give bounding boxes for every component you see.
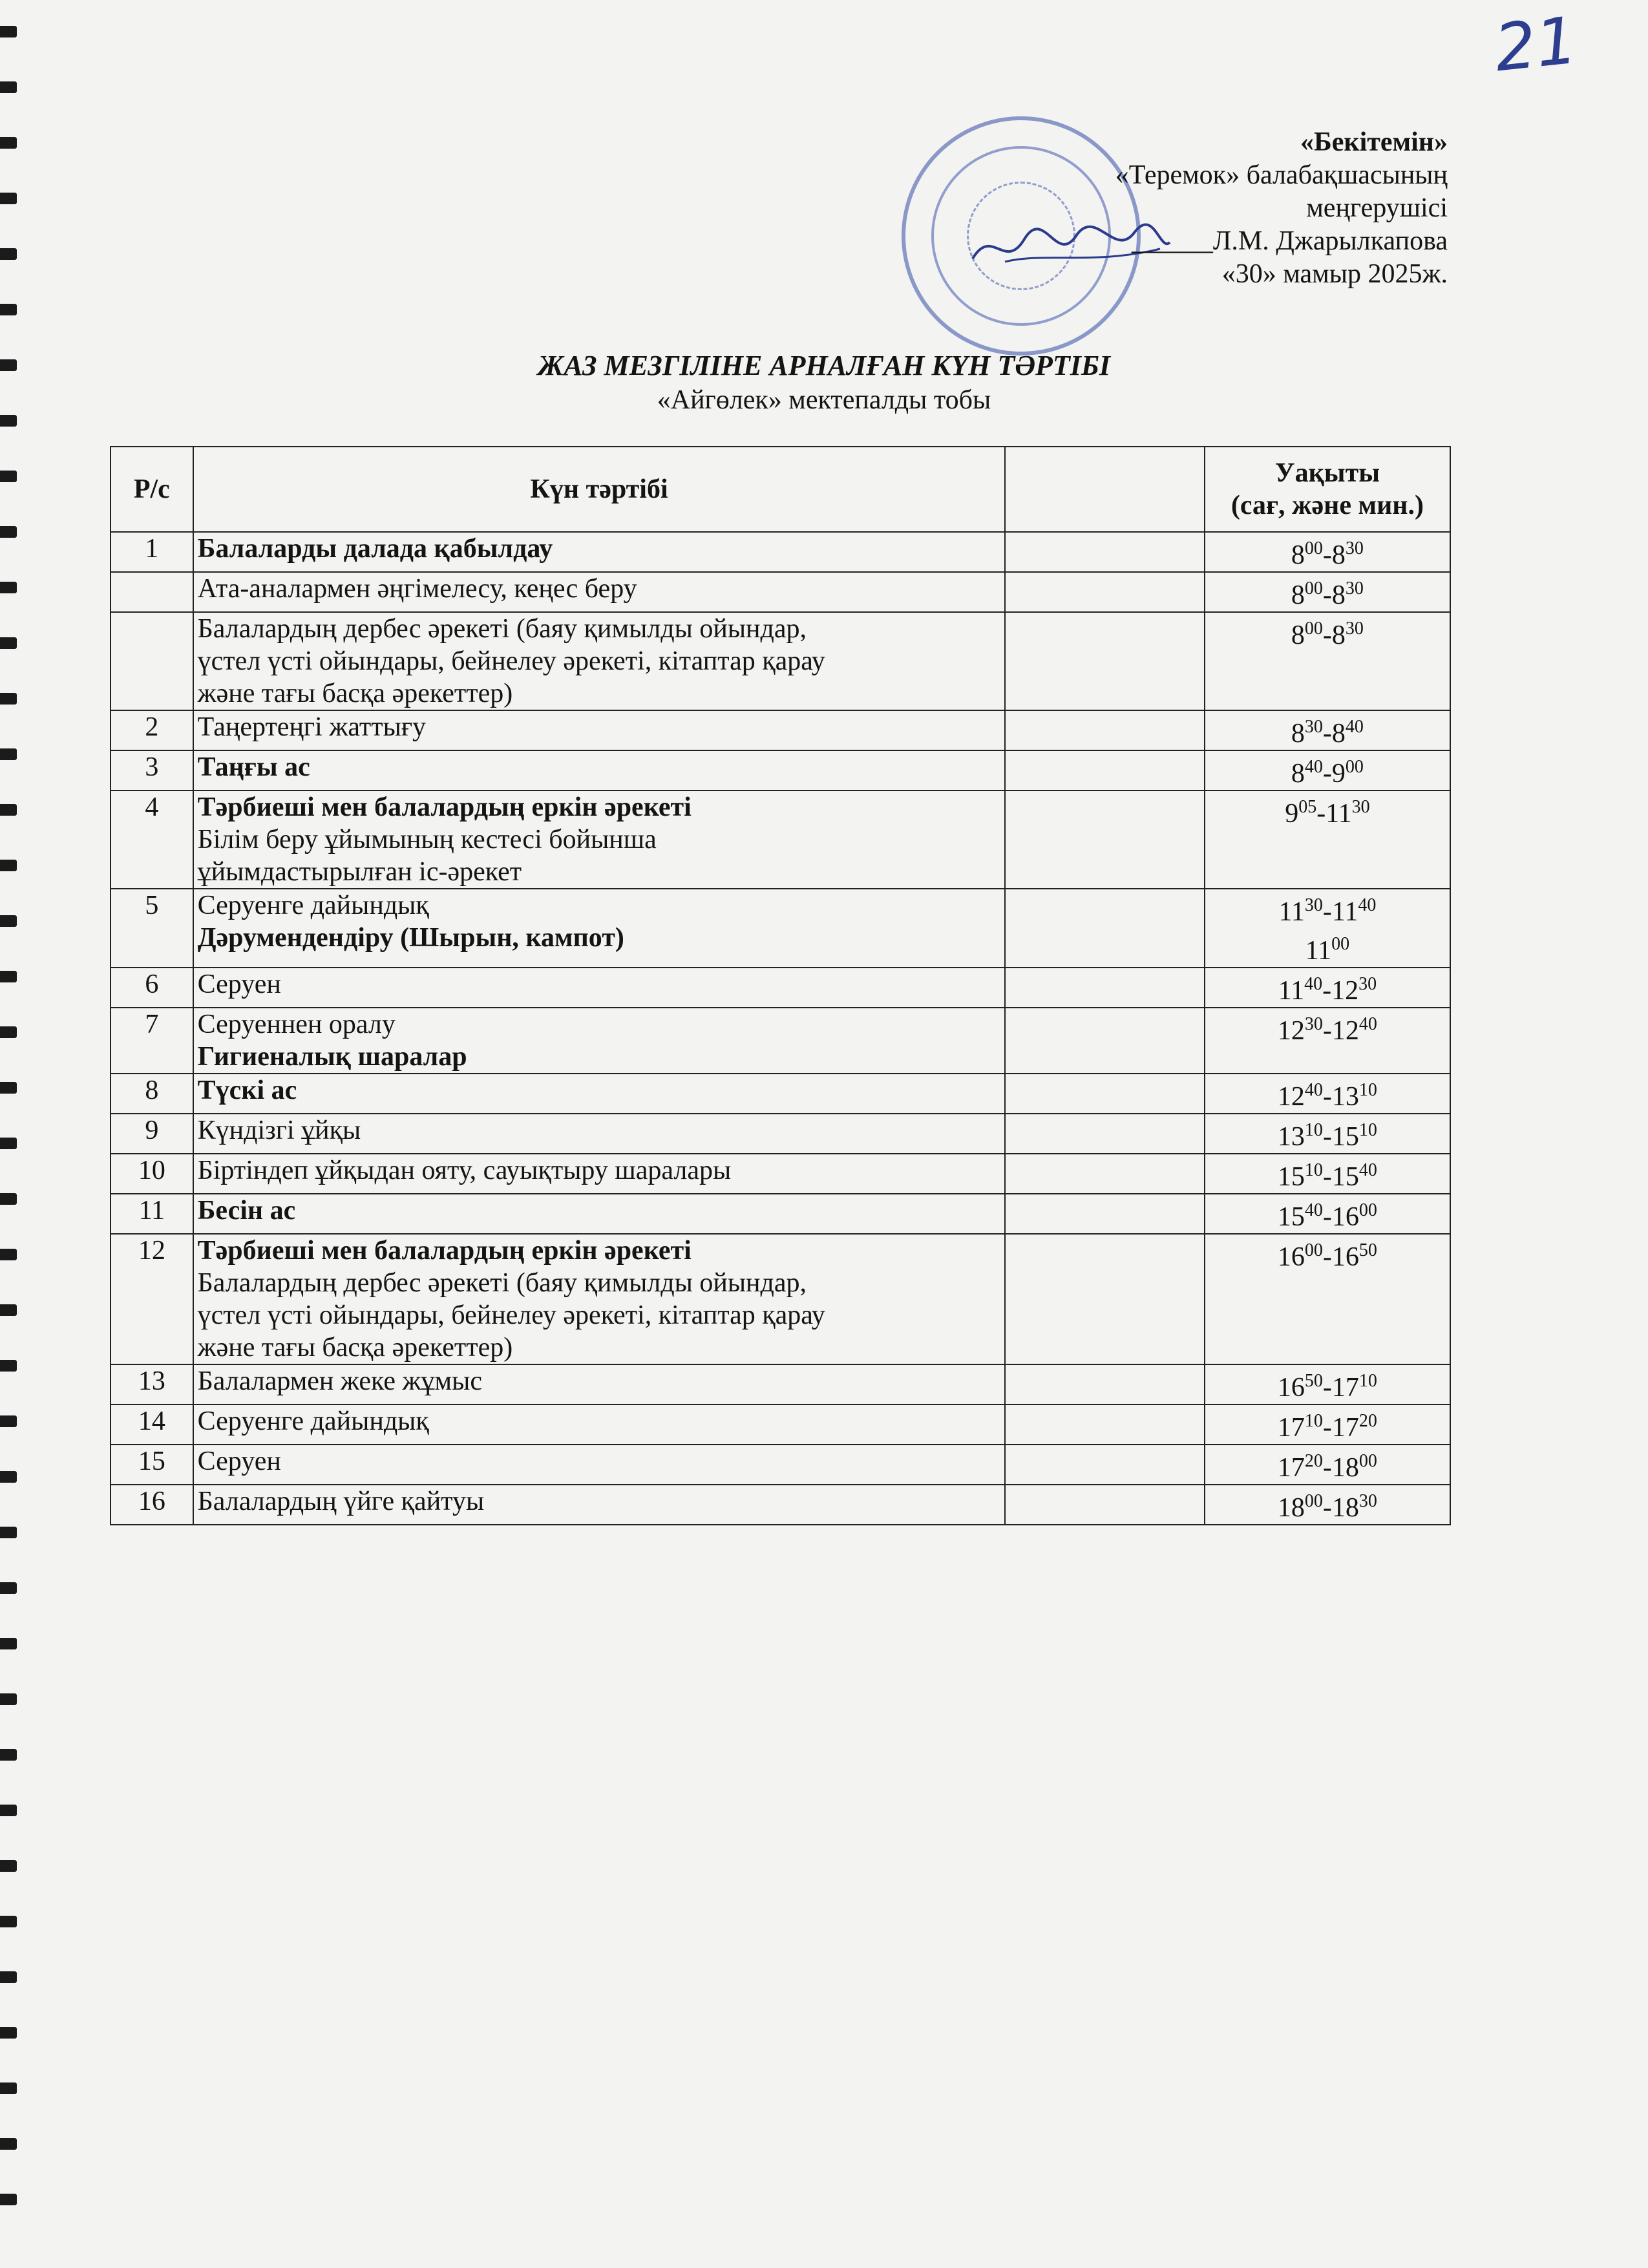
binding-hole: [0, 1860, 17, 1872]
time-value: $8^{40}-9^{00}$: [1291, 757, 1364, 789]
binding-hole: [0, 1582, 17, 1594]
binding-hole: [0, 304, 17, 315]
activity-text: үстел үсті ойындары, бейнелеу әрекеті, кітаптар қарау: [197, 646, 825, 676]
time-cell: [1205, 1008, 1450, 1074]
time-value: $12^{30}-12^{40}$: [1277, 1014, 1377, 1046]
binding-hole: [0, 2194, 17, 2205]
activity-text: Күндізгі ұйқы: [197, 1116, 361, 1145]
row-number: [111, 572, 193, 612]
binding-hole: [0, 693, 17, 705]
table-row: [111, 968, 1450, 1008]
approval-signatory: ______Л.М. Джарылкапова: [1131, 226, 1448, 256]
binding-hole: [0, 1971, 17, 1983]
time-cell: [1205, 1234, 1450, 1364]
schedule-table: [110, 446, 1451, 1525]
activity-text: Түскі ас: [197, 1076, 297, 1105]
row-number: 4: [111, 790, 193, 889]
activity-text: Тәрбиеші мен балалардың еркін әрекеті: [197, 1236, 692, 1266]
time-value: $11^{30}-11^{40}$: [1278, 895, 1377, 927]
empty-cell: [1005, 1485, 1204, 1525]
approval-date: «30» мамыр 2025ж.: [1221, 259, 1448, 289]
activity-cell: [193, 1445, 1006, 1485]
time-cell: [1205, 1074, 1450, 1114]
binding-hole: [0, 582, 17, 593]
approval-heading: «Бекітемін»: [1300, 127, 1448, 157]
time-value: $18^{00}-18^{30}$: [1277, 1491, 1377, 1523]
time-value: $17^{20}-18^{00}$: [1277, 1451, 1377, 1483]
activity-cell: [193, 889, 1006, 968]
time-cell: [1205, 1404, 1450, 1445]
time-value: $11^{00}$: [1305, 934, 1350, 966]
activity-text: үстел үсті ойындары, бейнелеу әрекеті, кітаптар қарау: [197, 1300, 825, 1330]
time-cell: [1205, 889, 1450, 968]
binding-hole: [0, 248, 17, 260]
time-value: $15^{40}-16^{00}$: [1277, 1200, 1377, 1232]
handwritten-page-number: 21: [1490, 2, 1581, 87]
empty-cell: [1005, 1445, 1204, 1485]
empty-cell: [1005, 1234, 1204, 1364]
time-cell: [1205, 750, 1450, 790]
binding-hole: [0, 415, 17, 427]
row-number: 13: [111, 1364, 193, 1404]
table-row: [111, 532, 1450, 572]
binding-hole: [0, 1471, 17, 1483]
empty-cell: [1005, 889, 1204, 968]
activity-cell: [193, 1008, 1006, 1074]
row-number: [111, 612, 193, 710]
time-value: $8^{30}-8^{40}$: [1291, 717, 1364, 748]
binding-hole: [0, 2138, 17, 2150]
activity-cell: [193, 1074, 1006, 1114]
binding-hole: [0, 1527, 17, 1538]
table-row: [111, 1114, 1450, 1154]
binding-hole: [0, 1805, 17, 1816]
activity-cell: [193, 1154, 1006, 1194]
binding-hole: [0, 1916, 17, 1927]
row-number: 11: [111, 1194, 193, 1234]
header-num: Р/с: [111, 447, 193, 532]
activity-text: Тәрбиеші мен балалардың еркін әрекеті: [197, 792, 692, 822]
binding-hole: [0, 1638, 17, 1649]
time-cell: [1205, 532, 1450, 572]
binding-hole: [0, 1026, 17, 1038]
time-cell: [1205, 1445, 1450, 1485]
activity-text: Серуенге дайындық: [197, 891, 429, 920]
table-row: [111, 1194, 1450, 1234]
header-activity: Күн тәртібі: [193, 447, 1006, 532]
header-time-sub: (сағ, және мин.): [1231, 491, 1424, 520]
activity-cell: [193, 1194, 1006, 1234]
row-number: 7: [111, 1008, 193, 1074]
table-row: [111, 572, 1450, 612]
activity-text: және тағы басқа әрекеттер): [197, 679, 513, 708]
binding-hole: [0, 1415, 17, 1427]
time-cell: [1205, 612, 1450, 710]
binding-hole: [0, 1749, 17, 1761]
binding-hole: [0, 1249, 17, 1260]
table-row: [111, 1008, 1450, 1074]
header-time: [1205, 447, 1450, 532]
time-cell: [1205, 710, 1450, 750]
table-row: [111, 790, 1450, 889]
table-row: [111, 612, 1450, 710]
time-cell: [1205, 1194, 1450, 1234]
row-number: 6: [111, 968, 193, 1008]
time-value: $9^{05}-11^{30}$: [1285, 797, 1370, 829]
table-row: [111, 1445, 1450, 1485]
document-subtitle: «Айгөлек» мектепалды тобы: [657, 385, 991, 415]
activity-cell: [193, 1364, 1006, 1404]
table-row: [111, 1404, 1450, 1445]
approval-block: [982, 126, 1448, 291]
activity-cell: [193, 790, 1006, 889]
time-cell: [1205, 572, 1450, 612]
binding-hole: [0, 526, 17, 538]
document-title: ЖАЗ МЕЗГІЛІНЕ АРНАЛҒАН КҮН ТӘРТІБІ: [537, 350, 1111, 381]
activity-text: Балаларды далада қабылдау: [197, 534, 553, 564]
empty-cell: [1005, 710, 1204, 750]
activity-cell: [193, 1485, 1006, 1525]
table-row: [111, 1154, 1450, 1194]
binding-hole: [0, 137, 17, 149]
activity-cell: [193, 1114, 1006, 1154]
row-number: 3: [111, 750, 193, 790]
row-number: 2: [111, 710, 193, 750]
time-value: $15^{10}-15^{40}$: [1277, 1160, 1377, 1192]
binding-hole: [0, 1360, 17, 1372]
activity-cell: [193, 532, 1006, 572]
time-cell: [1205, 790, 1450, 889]
row-number: 10: [111, 1154, 193, 1194]
binding-hole: [0, 804, 17, 816]
row-number: 5: [111, 889, 193, 968]
activity-text: Таңертеңгі жаттығу: [197, 712, 427, 742]
header-time-label: Уақыты: [1274, 458, 1380, 488]
activity-text: Серуенге дайындық: [197, 1406, 429, 1436]
binding-hole: [0, 1138, 17, 1149]
activity-cell: [193, 1234, 1006, 1364]
row-number: 15: [111, 1445, 193, 1485]
binding-hole: [0, 81, 17, 93]
binding-holes: [0, 0, 26, 2268]
table-row: [111, 1364, 1450, 1404]
activity-text: ұйымдастырылған іс-әрекет: [197, 857, 522, 887]
activity-text: Ата-аналармен әңгімелесу, кеңес беру: [197, 574, 637, 604]
header-empty: [1005, 447, 1204, 532]
activity-cell: [193, 612, 1006, 710]
activity-text: Гигиеналық шаралар: [197, 1042, 467, 1072]
empty-cell: [1005, 790, 1204, 889]
time-cell: [1205, 1154, 1450, 1194]
binding-hole: [0, 971, 17, 982]
time-cell: [1205, 1114, 1450, 1154]
time-cell: [1205, 1364, 1450, 1404]
binding-hole: [0, 748, 17, 760]
empty-cell: [1005, 572, 1204, 612]
activity-cell: [193, 1404, 1006, 1445]
activity-text: Бесін ас: [197, 1196, 296, 1225]
time-value: $8^{00}-8^{30}$: [1291, 619, 1364, 650]
table-row: [111, 1485, 1450, 1525]
activity-text: Дәрумендендіру (Шырын, кампот): [197, 923, 624, 953]
activity-cell: [193, 710, 1006, 750]
time-value: $16^{50}-17^{10}$: [1277, 1371, 1377, 1403]
binding-hole: [0, 1304, 17, 1316]
empty-cell: [1005, 1008, 1204, 1074]
activity-text: Біртіндеп ұйқыдан ояту, сауықтыру шаралары: [197, 1156, 732, 1185]
empty-cell: [1005, 1114, 1204, 1154]
activity-text: Серуен: [197, 970, 281, 999]
binding-hole: [0, 637, 17, 649]
activity-text: және тағы басқа әрекеттер): [197, 1333, 513, 1362]
activity-cell: [193, 572, 1006, 612]
table-row: [111, 750, 1450, 790]
time-value: $11^{40}-12^{30}$: [1278, 974, 1377, 1006]
time-value: $17^{10}-17^{20}$: [1277, 1411, 1377, 1443]
binding-hole: [0, 915, 17, 927]
row-number: 14: [111, 1404, 193, 1445]
empty-cell: [1005, 1194, 1204, 1234]
binding-hole: [0, 1193, 17, 1205]
row-number: 9: [111, 1114, 193, 1154]
empty-cell: [1005, 1404, 1204, 1445]
row-number: 12: [111, 1234, 193, 1364]
activity-text: Таңғы ас: [197, 752, 310, 782]
binding-hole: [0, 860, 17, 871]
activity-text: Білім беру ұйымының кестесі бойынша: [197, 825, 657, 854]
binding-hole: [0, 2083, 17, 2094]
table-row: [111, 710, 1450, 750]
binding-hole: [0, 1693, 17, 1705]
empty-cell: [1005, 1154, 1204, 1194]
activity-text: Серуеннен оралу: [197, 1010, 396, 1039]
empty-cell: [1005, 532, 1204, 572]
time-value: $12^{40}-13^{10}$: [1277, 1080, 1377, 1112]
activity-text: Серуен: [197, 1447, 281, 1476]
time-value: $13^{10}-15^{10}$: [1277, 1120, 1377, 1152]
table-row: [111, 1234, 1450, 1364]
empty-cell: [1005, 968, 1204, 1008]
activity-text: Балалардың дербес әрекеті (баяу қимылды ойындар,: [197, 614, 807, 644]
activity-text: Балалардың дербес әрекеті (баяу қимылды ойындар,: [197, 1268, 807, 1298]
time-value: $8^{00}-8^{30}$: [1291, 578, 1364, 610]
empty-cell: [1005, 612, 1204, 710]
binding-hole: [0, 193, 17, 204]
binding-hole: [0, 2027, 17, 2039]
binding-hole: [0, 1082, 17, 1094]
binding-hole: [0, 471, 17, 482]
approval-position: меңгерушісі: [1306, 193, 1448, 223]
binding-hole: [0, 26, 17, 37]
approval-org: «Теремок» балабақшасының: [1115, 160, 1448, 190]
row-number: 16: [111, 1485, 193, 1525]
table-header-row: [111, 447, 1450, 532]
row-number: 8: [111, 1074, 193, 1114]
activity-text: Балалардың үйге қайтуы: [197, 1487, 485, 1516]
empty-cell: [1005, 1364, 1204, 1404]
time-cell: [1205, 968, 1450, 1008]
empty-cell: [1005, 1074, 1204, 1114]
table-row: [111, 1074, 1450, 1114]
table-row: [111, 889, 1450, 968]
empty-cell: [1005, 750, 1204, 790]
activity-cell: [193, 750, 1006, 790]
activity-text: Балалармен жеке жұмыс: [197, 1366, 482, 1396]
row-number: 1: [111, 532, 193, 572]
time-cell: [1205, 1485, 1450, 1525]
time-value: $8^{00}-8^{30}$: [1291, 538, 1364, 570]
activity-cell: [193, 968, 1006, 1008]
time-value: $16^{00}-16^{50}$: [1277, 1240, 1377, 1272]
